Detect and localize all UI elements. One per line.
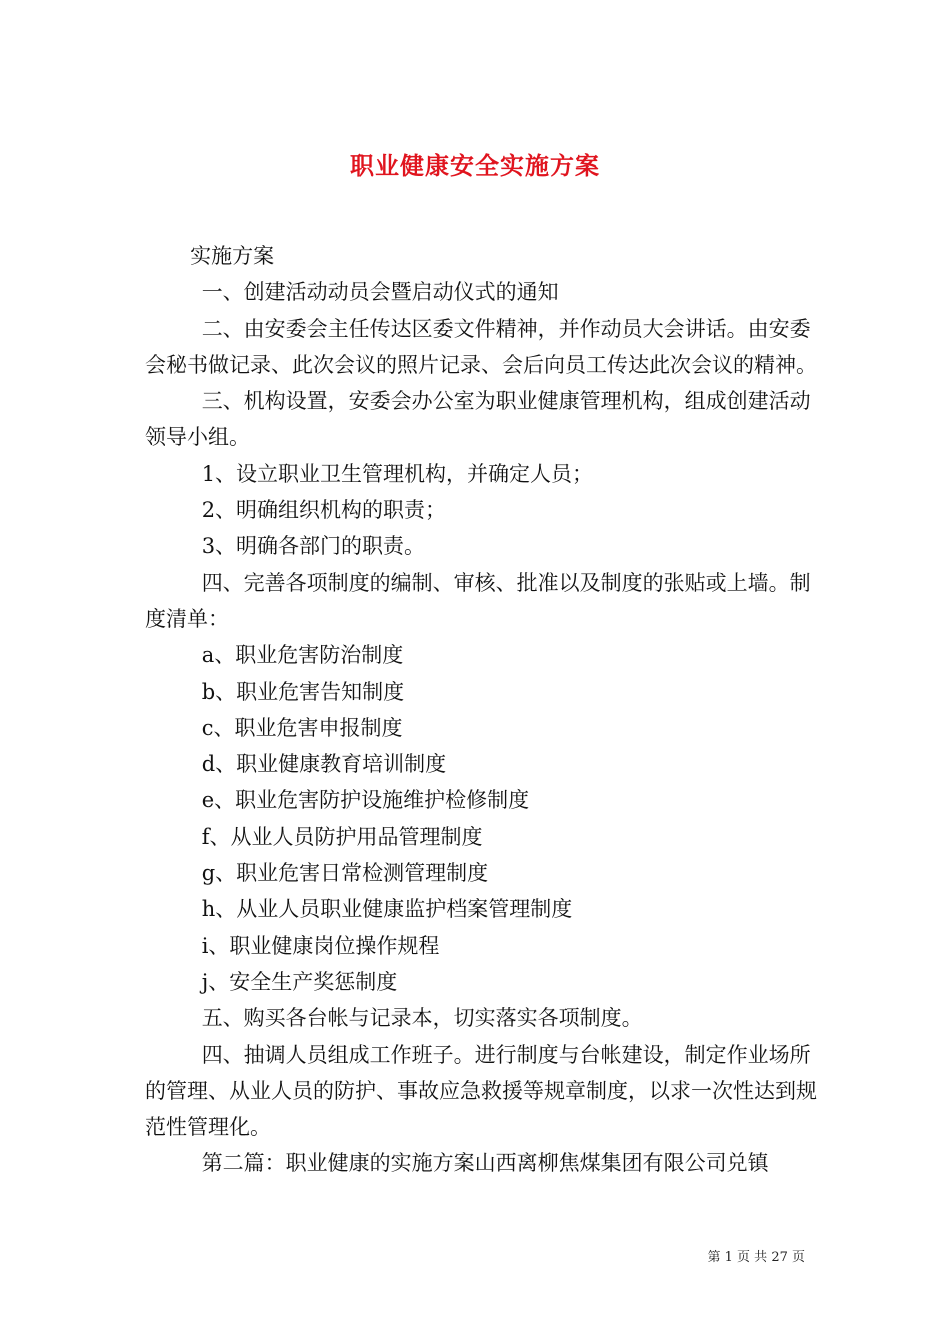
paragraph: 二、由安委会主任传达区委文件精神，并作动员大会讲话。由安委会秘书做记录、此次会议的照片记录、会后向员工传达此次会议的精神。 — [145, 316, 817, 377]
paragraph: 四、完善各项制度的编制、审核、批准以及制度的张贴或上墙。制度清单： — [145, 570, 811, 631]
paragraph: 五、购买各台帐与记录本，切实落实各项制度。 — [201, 1006, 643, 1031]
list-item: i、职业健康岗位操作规程 — [201, 933, 440, 958]
list-item: d、职业健康教育培训制度 — [201, 752, 447, 777]
paragraph: 2、明确组织机构的职责； — [201, 498, 447, 523]
paragraph: 实施方案 — [190, 244, 275, 268]
document-title: 职业健康安全实施方案 — [350, 151, 600, 181]
document-body — [145, 238, 825, 1182]
list-item: f、从业人员防护用品管理制度 — [201, 824, 483, 849]
paragraph: 第二篇：职业健康的实施方案山西离柳焦煤集团有限公司兑镇 — [201, 1151, 769, 1176]
page-footer: 第 1 页 共 27 页 — [707, 1250, 805, 1265]
list-item: b、职业危害告知制度 — [201, 679, 405, 704]
list-item: h、从业人员职业健康监护档案管理制度 — [201, 897, 573, 922]
paragraph: 四、抽调人员组成工作班子。进行制度与台帐建设，制定作业场所的管理、从业人员的防护、事故应急救援等规章制度，以求一次性达到规范性管理化。 — [145, 1042, 817, 1140]
paragraph: 一、创建活动动员会暨启动仪式的通知 — [201, 280, 559, 305]
list-item: e、职业危害防护设施维护检修制度 — [201, 788, 530, 813]
paragraph: 三、机构设置，安委会办公室为职业健康管理机构，组成创建活动领导小组。 — [145, 389, 811, 450]
list-item: a、职业危害防治制度 — [201, 643, 404, 668]
list-item: j、安全生产奖惩制度 — [201, 969, 398, 994]
list-item: c、职业危害申报制度 — [201, 715, 403, 740]
list-item: g、职业危害日常检测管理制度 — [201, 861, 489, 886]
paragraph: 3、明确各部门的职责。 — [201, 534, 426, 559]
paragraph: 1、设立职业卫生管理机构，并确定人员； — [201, 461, 594, 486]
